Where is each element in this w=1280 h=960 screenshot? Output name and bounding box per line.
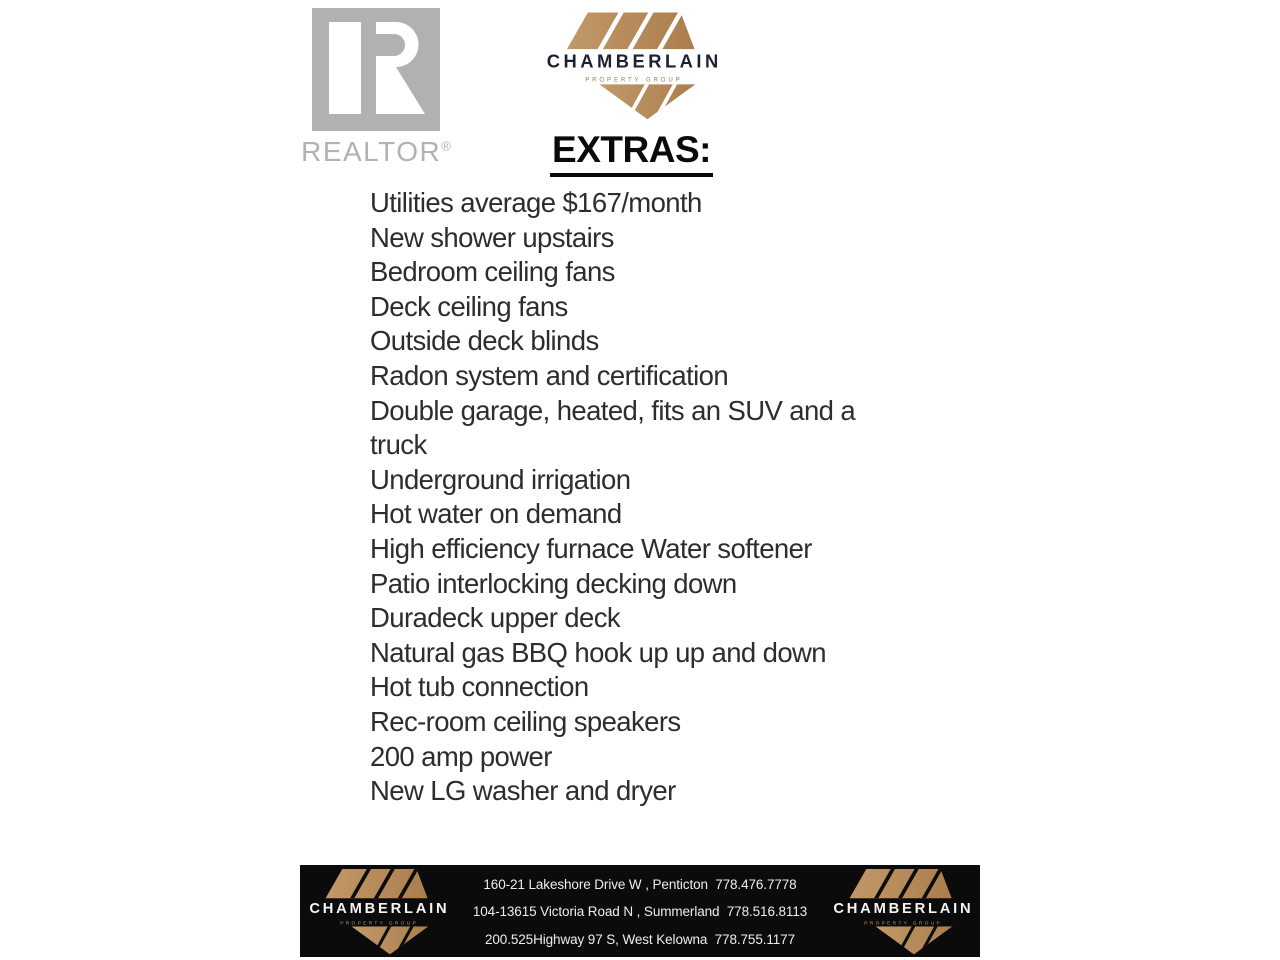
feature-line: Hot tub connection	[370, 671, 589, 703]
realtor-label: REALTOR®	[301, 136, 451, 167]
feature-line: Hot water on demand	[370, 498, 622, 530]
footer-address-line: 200.525Highway 97 S, West Kelowna 778.755.1177	[484, 931, 796, 947]
footer-address-line: 104-13615 Victoria Road N , Summerland 778.516.8113	[472, 904, 808, 920]
registered-mark: ®	[441, 138, 451, 154]
footer-address-line: 160-21 Lakeshore Drive W , Penticton 778.476.7778	[483, 876, 797, 892]
page-title: EXTRAS:	[0, 129, 1263, 177]
realtor-block-icon	[312, 8, 440, 131]
feature-line: Patio interlocking decking down	[370, 567, 737, 599]
chamberlain-logo-header	[545, 9, 720, 121]
feature-line: Deck ceiling fans	[370, 290, 568, 322]
feature-line: Natural gas BBQ hook up up and down	[370, 636, 826, 668]
brand-name: CHAMBERLAIN	[546, 50, 719, 72]
feature-line: High efficiency furnace Water softener	[370, 532, 812, 564]
footer-brand-tagline: PROPERTY GROUP	[340, 921, 416, 927]
feature-line: 200 amp power	[370, 740, 552, 772]
feature-line: Rec-room ceiling speakers	[370, 705, 681, 737]
chamberlain-diamond-icon-right	[832, 866, 972, 956]
feature-line: Utilities average $167/month	[370, 187, 702, 218]
feature-line: New shower upstairs	[370, 221, 614, 253]
footer-brand-tagline: PROPERTY GROUP	[864, 921, 940, 927]
feature-line: Outside deck blinds	[370, 325, 599, 357]
chamberlain-diamond-icon-left	[308, 866, 448, 956]
features-list	[370, 186, 855, 809]
chamberlain-diamond-icon	[545, 9, 720, 121]
feature-line: Bedroom ceiling fans	[370, 256, 615, 288]
brand-tagline: PROPERTY GROUP	[585, 76, 680, 84]
feature-line: Duradeck upper deck	[370, 602, 620, 634]
feature-line: truck	[370, 429, 427, 461]
feature-line: Radon system and certification	[370, 359, 729, 391]
feature-line: New LG washer and dryer	[370, 775, 676, 807]
footer-brand-name: CHAMBERLAIN	[833, 901, 971, 918]
footer-addresses	[448, 869, 832, 954]
feature-line: Double garage, heated, fits an SUV and a	[370, 394, 856, 426]
footer-bar	[300, 865, 980, 957]
feature-line: Underground irrigation	[370, 463, 631, 495]
footer-brand-name: CHAMBERLAIN	[309, 901, 447, 918]
